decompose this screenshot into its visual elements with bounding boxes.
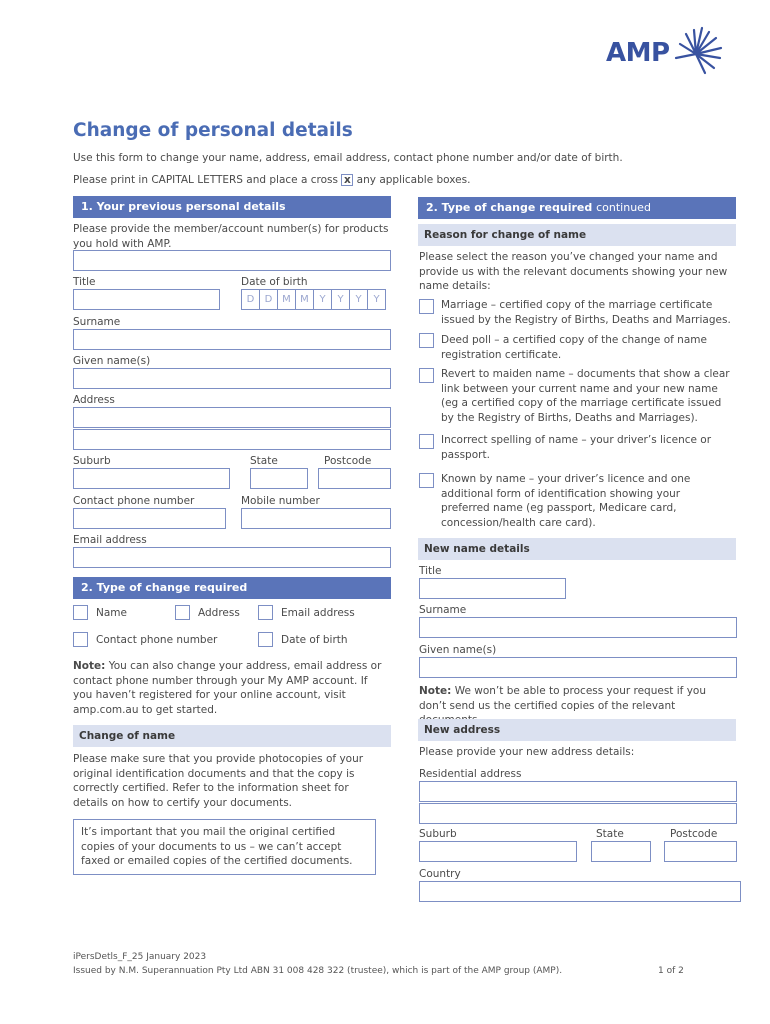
email-label: Email address	[73, 534, 147, 546]
new-state-field[interactable]	[591, 841, 651, 862]
address-option-label: Address	[198, 607, 240, 619]
given-names-field[interactable]	[73, 368, 391, 389]
residential-address-line2[interactable]	[419, 803, 737, 824]
contact-phone-field[interactable]	[73, 508, 226, 529]
title-label: Title	[73, 276, 96, 288]
address-label: Address	[73, 394, 115, 406]
reason-for-change-header: Reason for change of name	[418, 224, 736, 246]
change-of-name-header: Change of name	[73, 725, 391, 747]
postcode-label: Postcode	[324, 455, 372, 467]
member-number-field[interactable]	[73, 250, 391, 271]
intro-instruction	[73, 174, 470, 186]
page-number: 1 of 2	[658, 966, 684, 976]
section-2-continued-title: 2. Type of change required	[426, 201, 593, 214]
member-number-prompt: Please provide the member/account number(s) for products you hold with AMP.	[73, 223, 389, 250]
new-surname-field[interactable]	[419, 617, 737, 638]
email-checkbox[interactable]	[258, 605, 273, 620]
dob-cell[interactable]: Y	[349, 289, 368, 310]
address-field-line1[interactable]	[73, 407, 391, 428]
residential-address-label: Residential address	[419, 768, 522, 780]
dob-cell[interactable]: D	[259, 289, 278, 310]
online-account-note	[73, 659, 385, 717]
issuer-statement: Issued by N.M. Superannuation Pty Ltd ABN 31 008 428 322 (trustee), which is part of the AMP group (AMP).	[73, 966, 563, 976]
address-checkbox[interactable]	[175, 605, 190, 620]
deed-poll-reason-text: Deed poll – a certified copy of the change of name registration certificate.	[441, 334, 707, 361]
residential-address-line1[interactable]	[419, 781, 737, 802]
page-title: Change of personal details	[73, 120, 353, 141]
new-title-label: Title	[419, 565, 442, 577]
maiden-name-reason-text: Revert to maiden name – documents that show a clear link between your current name and your new name (eg a certified copy of the marriage certificate issued by the Registry of Births, Deaths and Marriages).	[441, 368, 730, 424]
marriage-reason-text: Marriage – certified copy of the marriage certificate issued by the Registry of Births, Deaths and Marriages.	[441, 299, 731, 326]
new-address-header: New address	[418, 719, 736, 741]
name-option-label: Name	[96, 607, 127, 619]
marriage-checkbox[interactable]	[419, 299, 434, 314]
new-name-details-header: New name details	[418, 538, 736, 560]
country-field[interactable]	[419, 881, 741, 902]
continued-label: continued	[596, 201, 651, 214]
known-by-name-checkbox[interactable]	[419, 473, 434, 488]
given-names-label: Given name(s)	[73, 355, 151, 367]
mobile-field[interactable]	[241, 508, 391, 529]
suburb-field[interactable]	[73, 468, 230, 489]
dob-field[interactable]	[241, 289, 385, 310]
state-field[interactable]	[250, 468, 308, 489]
maiden-name-checkbox[interactable]	[419, 368, 434, 383]
deed-poll-checkbox[interactable]	[419, 333, 434, 348]
dob-cell[interactable]: Y	[367, 289, 386, 310]
intro-instruction-a: Please print in CAPITAL LETTERS and place a cross	[73, 174, 338, 186]
suburb-label: Suburb	[73, 455, 111, 467]
postcode-field[interactable]	[318, 468, 391, 489]
change-of-name-text: Please make sure that you provide photocopies of your original identification documents and that the copy is correctly certified. Refer to the information sheet for details on how to certify your documents.	[73, 753, 364, 809]
surname-label: Surname	[73, 316, 121, 328]
note-label: Note:	[73, 660, 106, 672]
intro-instruction-b: any applicable boxes.	[356, 174, 471, 186]
spelling-reason-text: Incorrect spelling of name – your driver’s licence or passport.	[441, 434, 712, 461]
new-suburb-field[interactable]	[419, 841, 577, 862]
dob-cell[interactable]: D	[241, 289, 260, 310]
country-label: Country	[419, 868, 461, 880]
new-state-label: State	[596, 828, 624, 840]
documents-note-text: We won’t be able to process your request if you don’t send us the certified copies of the relevant	[419, 685, 706, 712]
logo-text: AMP	[606, 38, 670, 68]
documents-note-label: Note:	[419, 685, 452, 697]
section-1-header: 1. Your previous personal details	[73, 196, 391, 218]
new-given-names-field[interactable]	[419, 657, 737, 678]
dob-cell[interactable]: M	[295, 289, 314, 310]
new-title-field[interactable]	[419, 578, 566, 599]
state-label: State	[250, 455, 278, 467]
contact-phone-label: Contact phone number	[73, 495, 195, 507]
contact-phone-checkbox[interactable]	[73, 632, 88, 647]
new-postcode-field[interactable]	[664, 841, 737, 862]
new-given-names-label: Given name(s)	[419, 644, 497, 656]
dob-checkbox[interactable]	[258, 632, 273, 647]
spelling-checkbox[interactable]	[419, 434, 434, 449]
surname-field[interactable]	[73, 329, 391, 350]
section-2-header: 2. Type of change required	[73, 577, 391, 599]
section-2-continued-header	[418, 197, 736, 219]
new-suburb-label: Suburb	[419, 828, 457, 840]
mobile-label: Mobile number	[241, 495, 320, 507]
dob-option-label: Date of birth	[281, 634, 348, 646]
form-code: iPersDetls_F_25 January 2023	[73, 952, 207, 962]
known-by-name-reason-text: Known by name – your driver’s licence and one additional form of identification showing your preferred name (eg passport, Medicare card, concession/health care card).	[441, 473, 691, 529]
cross-example-box: x	[341, 174, 353, 186]
dob-cell[interactable]: Y	[331, 289, 350, 310]
amp-logo	[606, 24, 724, 76]
address-field-line2[interactable]	[73, 429, 391, 450]
reason-prompt: Please select the reason you’ve changed your name and provide us with the relevant documents showing your new name details:	[419, 251, 728, 292]
new-address-prompt: Please provide your new address details:	[419, 746, 635, 758]
note-text: You can also change your address, email address or contact phone number through your My AMP account. If you haven’t registered for your online account, visit amp.com.au to get started.	[73, 660, 382, 716]
new-surname-label: Surname	[419, 604, 467, 616]
title-field[interactable]	[73, 289, 220, 310]
important-mail-notice: It’s important that you mail the original certified copies of your documents to us – we can’t accept faxed or emailed copies of the certified documents.	[73, 819, 376, 875]
dob-cell[interactable]: Y	[313, 289, 332, 310]
intro-text: Use this form to change your name, address, email address, contact phone number and/or date of birth.	[73, 152, 623, 164]
dob-cell[interactable]: M	[277, 289, 296, 310]
new-postcode-label: Postcode	[670, 828, 718, 840]
contact-phone-option-label: Contact phone number	[96, 634, 218, 646]
name-checkbox[interactable]	[73, 605, 88, 620]
email-option-label: Email address	[281, 607, 355, 619]
dob-label: Date of birth	[241, 276, 308, 288]
email-field[interactable]	[73, 547, 391, 568]
sunburst-logo-icon	[672, 24, 726, 76]
